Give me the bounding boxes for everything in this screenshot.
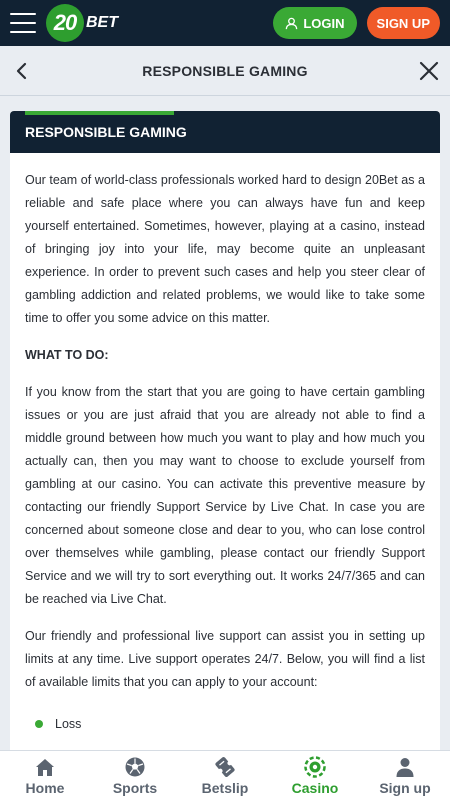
close-icon[interactable] — [418, 60, 440, 82]
page-header — [0, 46, 450, 96]
self-exclusion-paragraph: If you know from the start that you are going to have certain gambling issues or you are just afraid that you are already not able to find a middle ground between how much you want to play and how much you actually can, then you may want to choose to exclude yourself from gambling at our casino. You can activate this preventive measure by contacting our friendly Support Service by Live Chat. In case you are concerned about someone close and dear to you, who can lose control over themselves while gambling, please contact our friendly Support Service and we will try to sort everything out. It works 24/7/365 and can be reached via Live Chat. — [25, 385, 425, 606]
nav-label: Sign up — [379, 780, 431, 796]
top-bar — [0, 0, 450, 46]
chevron-left-icon[interactable] — [12, 60, 32, 82]
intro-paragraph: Our team of world-class professionals worked hard to design 20Bet as a reliable and safe place where you can always have fun and keep yourself entertained. Sometimes, however, playing at a casino, instead of bringing joy into your life, may become quite an unpleasant experience. In order to prevent such cases and help you steer clear of gambling addiction and related problems, we would like to take some time to offer you some advice on this matter. — [25, 173, 425, 325]
card-header — [10, 111, 440, 153]
nav-casino[interactable] — [270, 751, 360, 796]
nav-signup[interactable] — [360, 751, 450, 796]
soccer-ball-icon — [124, 756, 146, 778]
section-heading: WHAT TO DO: — [25, 348, 109, 362]
menu-icon[interactable] — [10, 13, 36, 33]
user-icon — [394, 756, 416, 778]
login-button[interactable] — [273, 7, 356, 39]
nav-betslip[interactable] — [180, 751, 270, 796]
user-icon — [285, 17, 298, 30]
nav-home[interactable] — [0, 751, 90, 796]
nav-label: Sports — [112, 780, 158, 796]
card-title: RESPONSIBLE GAMING — [25, 124, 187, 140]
list-item — [25, 708, 425, 740]
bottom-nav — [0, 750, 450, 800]
limits-paragraph: Our friendly and professional live support can assist you in setting up limits at any time. Live support operates 24/7. Below, you will find a list of available limits that you can apply to your account: — [25, 629, 425, 689]
content-card — [10, 111, 440, 771]
nav-label: Betslip — [201, 780, 249, 796]
nav-sports[interactable] — [90, 751, 180, 796]
list-item-label: Loss — [55, 716, 82, 731]
card-body — [10, 153, 440, 771]
nav-label: Casino — [291, 780, 339, 796]
bullet-icon — [35, 720, 43, 728]
logo-number: 20 — [46, 4, 84, 42]
login-label: LOGIN — [303, 15, 345, 31]
nav-label: Home — [25, 780, 65, 796]
casino-chip-icon — [304, 756, 326, 778]
logo-word: BET — [86, 14, 118, 31]
logo[interactable] — [46, 4, 118, 42]
signup-button[interactable]: SIGN UP — [367, 7, 440, 39]
ticket-icon — [214, 756, 236, 778]
home-icon — [34, 756, 56, 778]
header-accent-bar — [25, 111, 174, 115]
page-title: RESPONSIBLE GAMING — [142, 62, 308, 79]
